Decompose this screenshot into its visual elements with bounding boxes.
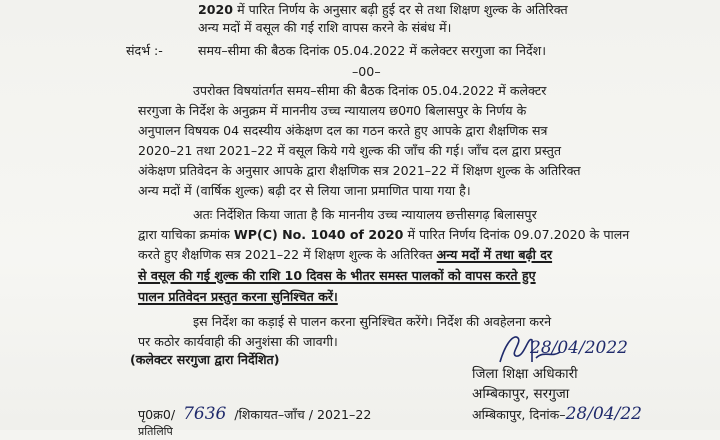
signature-title: जिला शिक्षा अधिकारी	[472, 366, 578, 382]
para1-line-2: सरगुजा के निर्देश के अनुक्रम में माननीय उच्च न्यायालय छ0ग0 बिलासपुर के निर्णय के	[138, 103, 527, 118]
signature-date: 28/04/2022	[530, 338, 628, 358]
footer-ref-number: 7636	[183, 404, 227, 424]
footer-ref-prefix: पृ0क्र0/	[138, 407, 176, 422]
para1-line-6: अन्य मदों में (वार्षिक शुल्क) बढ़ी दर से लिया जाना प्रमाणित पाया गया है।	[138, 183, 471, 198]
signature-place: अम्बिकापुर, सरगुजा	[472, 386, 570, 402]
para1-line-1: उपरोक्त विषयांतर्गत समय–सीमा की बैठक दिनांक 05.04.2022 में कलेक्टर	[193, 83, 547, 98]
footer-place-date-label: अम्बिकापुर, दिनांक–	[472, 407, 566, 422]
para2-line-1: अतः निर्देशित किया जाता है कि माननीय उच्च न्यायालय छत्तीसगढ़ बिलासपुर	[193, 207, 537, 222]
subject-year: 2020	[198, 2, 234, 17]
para2-line-2	[138, 227, 629, 243]
para3-line-1: इस निर्देश का कड़ाई से पालन करना सुनिश्चित करेंगे। निर्देश की अवहेलना करने	[193, 314, 552, 329]
copy-label: प्रतिलिपि	[138, 425, 173, 438]
reference-text: समय–सीमा की बैठक दिनांक 05.04.2022 में कलेक्टर सरगुजा का निर्देश।	[198, 43, 547, 58]
para2-line-2-b: में पारित निर्णय दिनांक 09.07.2020 के पालन	[403, 227, 630, 242]
para2-line-3-a: करते हुए शैक्षणिक सत्र 2021–22 में शिक्षण शुल्क के अतिरिक्त	[138, 247, 437, 262]
footer-place-date	[472, 406, 642, 423]
subject-line-2: अन्य मदों में वसूल की गई राशि वापस करने के संबंध में।	[198, 20, 452, 35]
subject-line-1	[198, 2, 568, 18]
separator: –00–	[352, 64, 381, 79]
collector-note: (कलेक्टर सरगुजा द्वारा निर्देशित)	[130, 352, 280, 367]
para3-line-2: पर कठोर कार्यवाही की अनुशंसा की जावगी।	[138, 334, 338, 349]
para1-line-3: अनुपालन विषयक 04 सदस्यीय अंकेक्षण दल का गठन करते हुए आपके द्वारा शैक्षणिक सत्र	[138, 123, 548, 138]
footer-ref	[138, 406, 371, 423]
para2-line-2-a: द्वारा याचिका क्रमांक	[138, 227, 234, 242]
case-number: WP(C) No. 1040 of 2020	[233, 227, 404, 242]
para2-line-3	[138, 247, 552, 263]
para1-line-5: अंकेक्षण प्रतिवेदन के अनुसार आपके द्वारा शैक्षणिक सत्र 2021–22 में शिक्षण शुल्क के अतिरिक्त	[138, 163, 581, 178]
para1-line-4: 2020–21 तथा 2021–22 में वसूल किये गये शुल्क की जाँच की गई। जाँच दल द्वारा प्रस्तुत	[138, 143, 562, 158]
footer-ref-rest: /शिकायत–जाँच / 2021–22	[234, 407, 372, 422]
para2-line-4: से वसूल की गई शुल्क की राशि 10 दिवस के भीतर समस्त पालकों को वापस करते हुए	[138, 268, 536, 283]
para2-line-5: पालन प्रतिवेदन प्रस्तुत करना सुनिश्चित करें।	[138, 289, 338, 304]
reference-label: संदर्भ :-	[126, 43, 163, 58]
subject-line-1-text: में पारित निर्णय के अनुसार बढ़ी हुई दर से तथा शिक्षण शुल्क के अतिरिक्त	[233, 2, 568, 17]
para2-line-3-underlined: अन्य मदों में तथा बढ़ी दर	[436, 247, 553, 262]
footer-date: 28/04/22	[565, 404, 642, 424]
